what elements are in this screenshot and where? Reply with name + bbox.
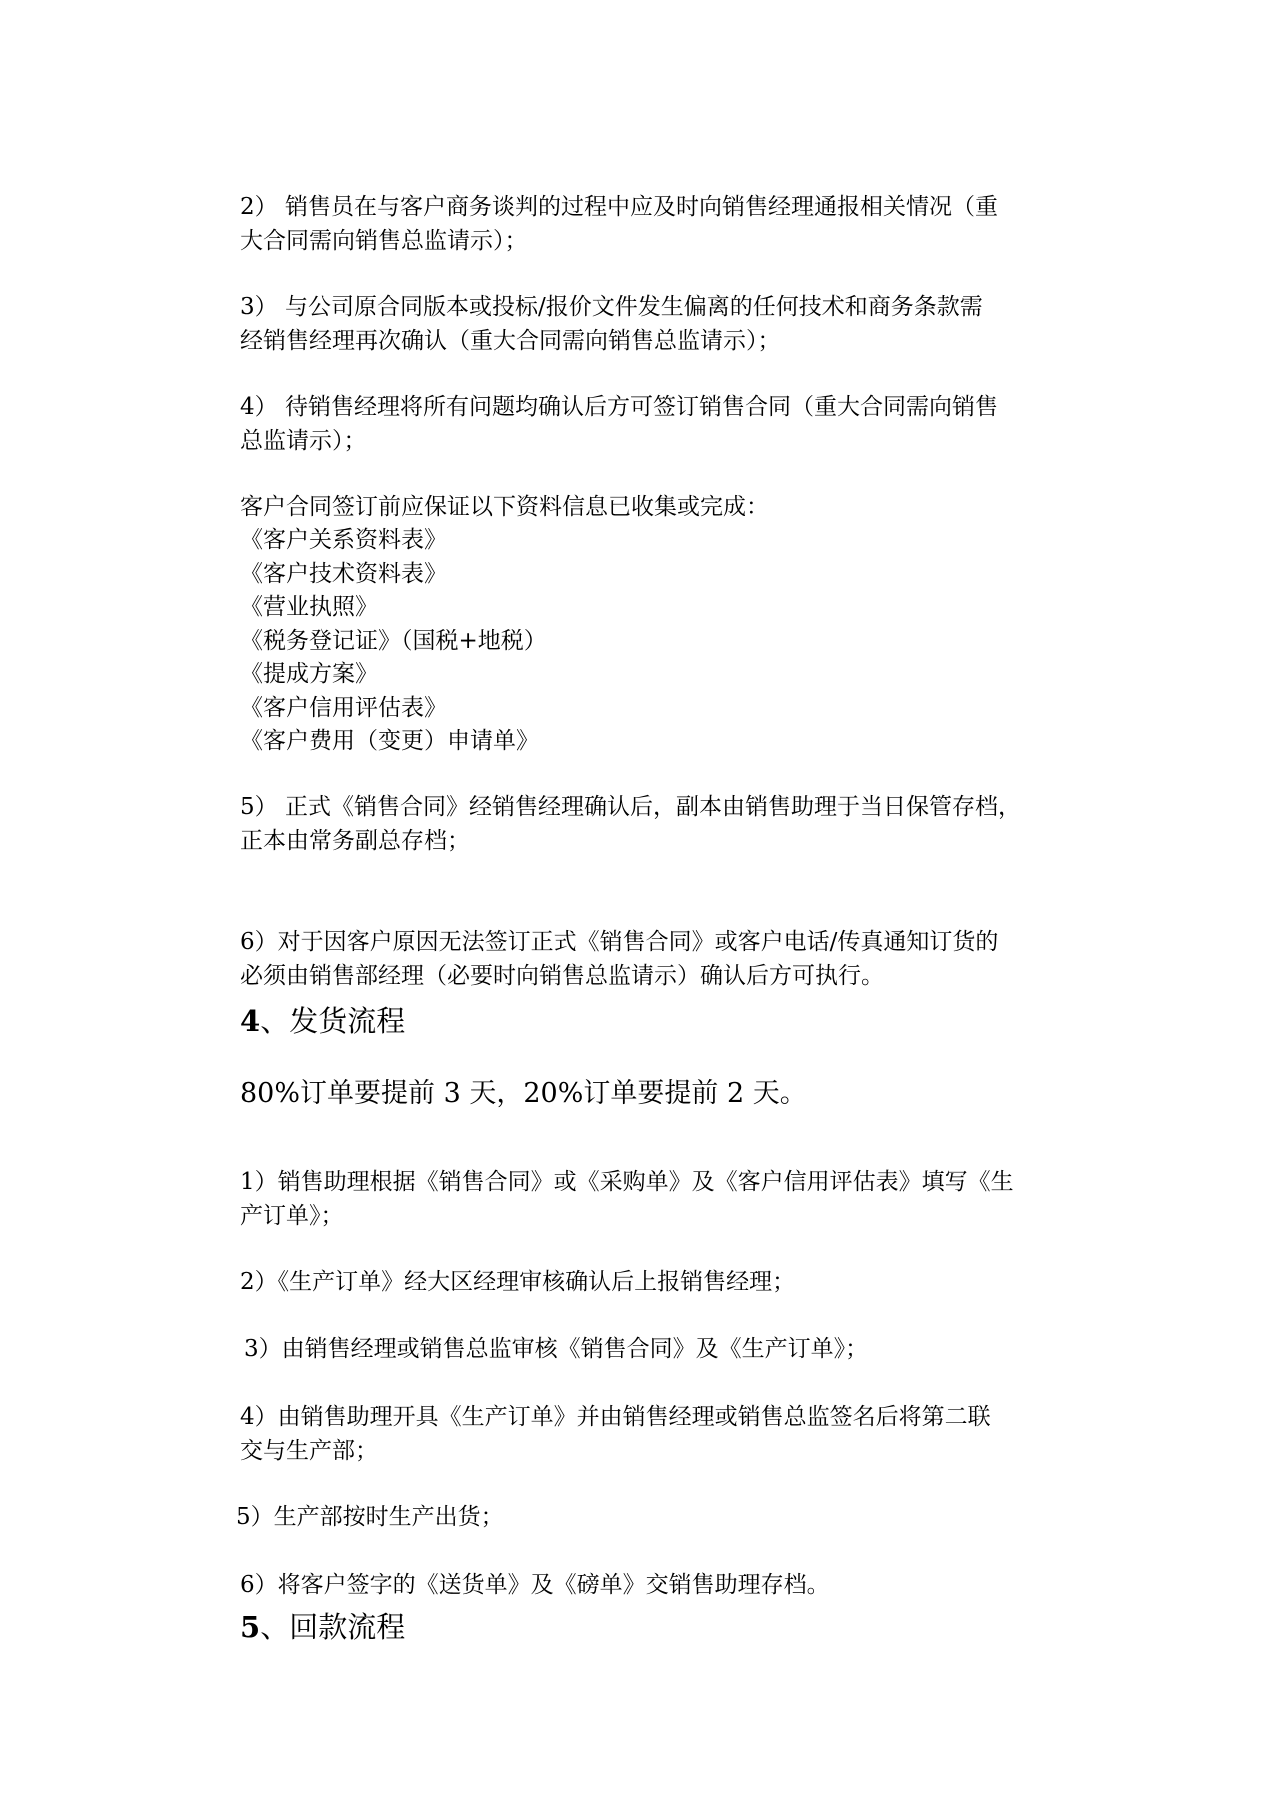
contract-step-5-line-2: 正本由常务副总存档； [240,828,470,854]
document-item: 《客户关系资料表》 [240,527,447,553]
section-5-title: 、回款流程 [260,1610,406,1644]
contract-step-6-line-1: 6）对于因客户原因无法签订正式《销售合同》或客户电话/传真通知订货的 [240,929,999,955]
section-4-note: 80%订单要提前 3 天，20%订单要提前 2 天。 [240,1078,807,1109]
shipping-step-6: 6）将客户签字的《送货单》及《磅单》交销售助理存档。 [240,1572,830,1598]
shipping-step-4-line-2: 交与生产部； [240,1438,378,1464]
docs-intro: 客户合同签订前应保证以下资料信息已收集或完成： [240,494,769,520]
contract-step-4-line-2: 总监请示）； [240,428,367,454]
contract-step-6-line-2: 必须由销售部经理（必要时向销售总监请示）确认后方可执行。 [240,963,884,989]
shipping-step-2: 2）《生产订单》经大区经理审核确认后上报销售经理； [240,1269,796,1295]
contract-step-3-line-2: 经销售经理再次确认（重大合同需向销售总监请示）； [240,328,781,354]
contract-step-5-line-1: 5） 正式《销售合同》经销售经理确认后，副本由销售助理于当日保管存档， [240,794,1021,820]
shipping-step-3: 3）由销售经理或销售总监审核《销售合同》及《生产订单》； [244,1336,869,1362]
shipping-step-4-line-1: 4）由销售助理开具《生产订单》并由销售经理或销售总监签名后将第二联 [240,1404,991,1430]
section-5-number: 5 [240,1610,261,1644]
contract-step-2-line-2: 大合同需向销售总监请示）； [240,228,528,254]
contract-step-4-line-1: 4） 待销售经理将所有问题均确认后方可签订销售合同（重大合同需向销售 [240,394,998,420]
document-item: 《客户技术资料表》 [240,560,447,587]
document-item: 《客户信用评估表》 [240,694,447,721]
section-4-title: 、发货流程 [260,1004,406,1038]
required-documents-list [240,524,547,759]
contract-step-2-line-1: 2） 销售员在与客户商务谈判的过程中应及时向销售经理通报相关情况（重 [240,194,998,220]
contract-step-3-line-1: 3） 与公司原合同版本或投标/报价文件发生偏离的任何技术和商务条款需 [240,294,983,320]
section-5-heading [240,1609,405,1645]
shipping-step-5: 5）生产部按时生产出货； [236,1504,504,1530]
shipping-step-1-line-2: 产订单》； [240,1203,344,1229]
section-4-heading [240,1003,405,1039]
shipping-step-1-line-1: 1）销售助理根据《销售合同》或《采购单》及《客户信用评估表》填写《生 [240,1169,1014,1195]
document-item: 《税务登记证》（国税+地税） [240,627,547,654]
document-item: 《客户费用（变更）申请单》 [240,728,539,754]
document-item: 《提成方案》 [240,661,378,687]
section-4-number: 4 [240,1004,261,1038]
document-item: 《营业执照》 [240,594,378,620]
